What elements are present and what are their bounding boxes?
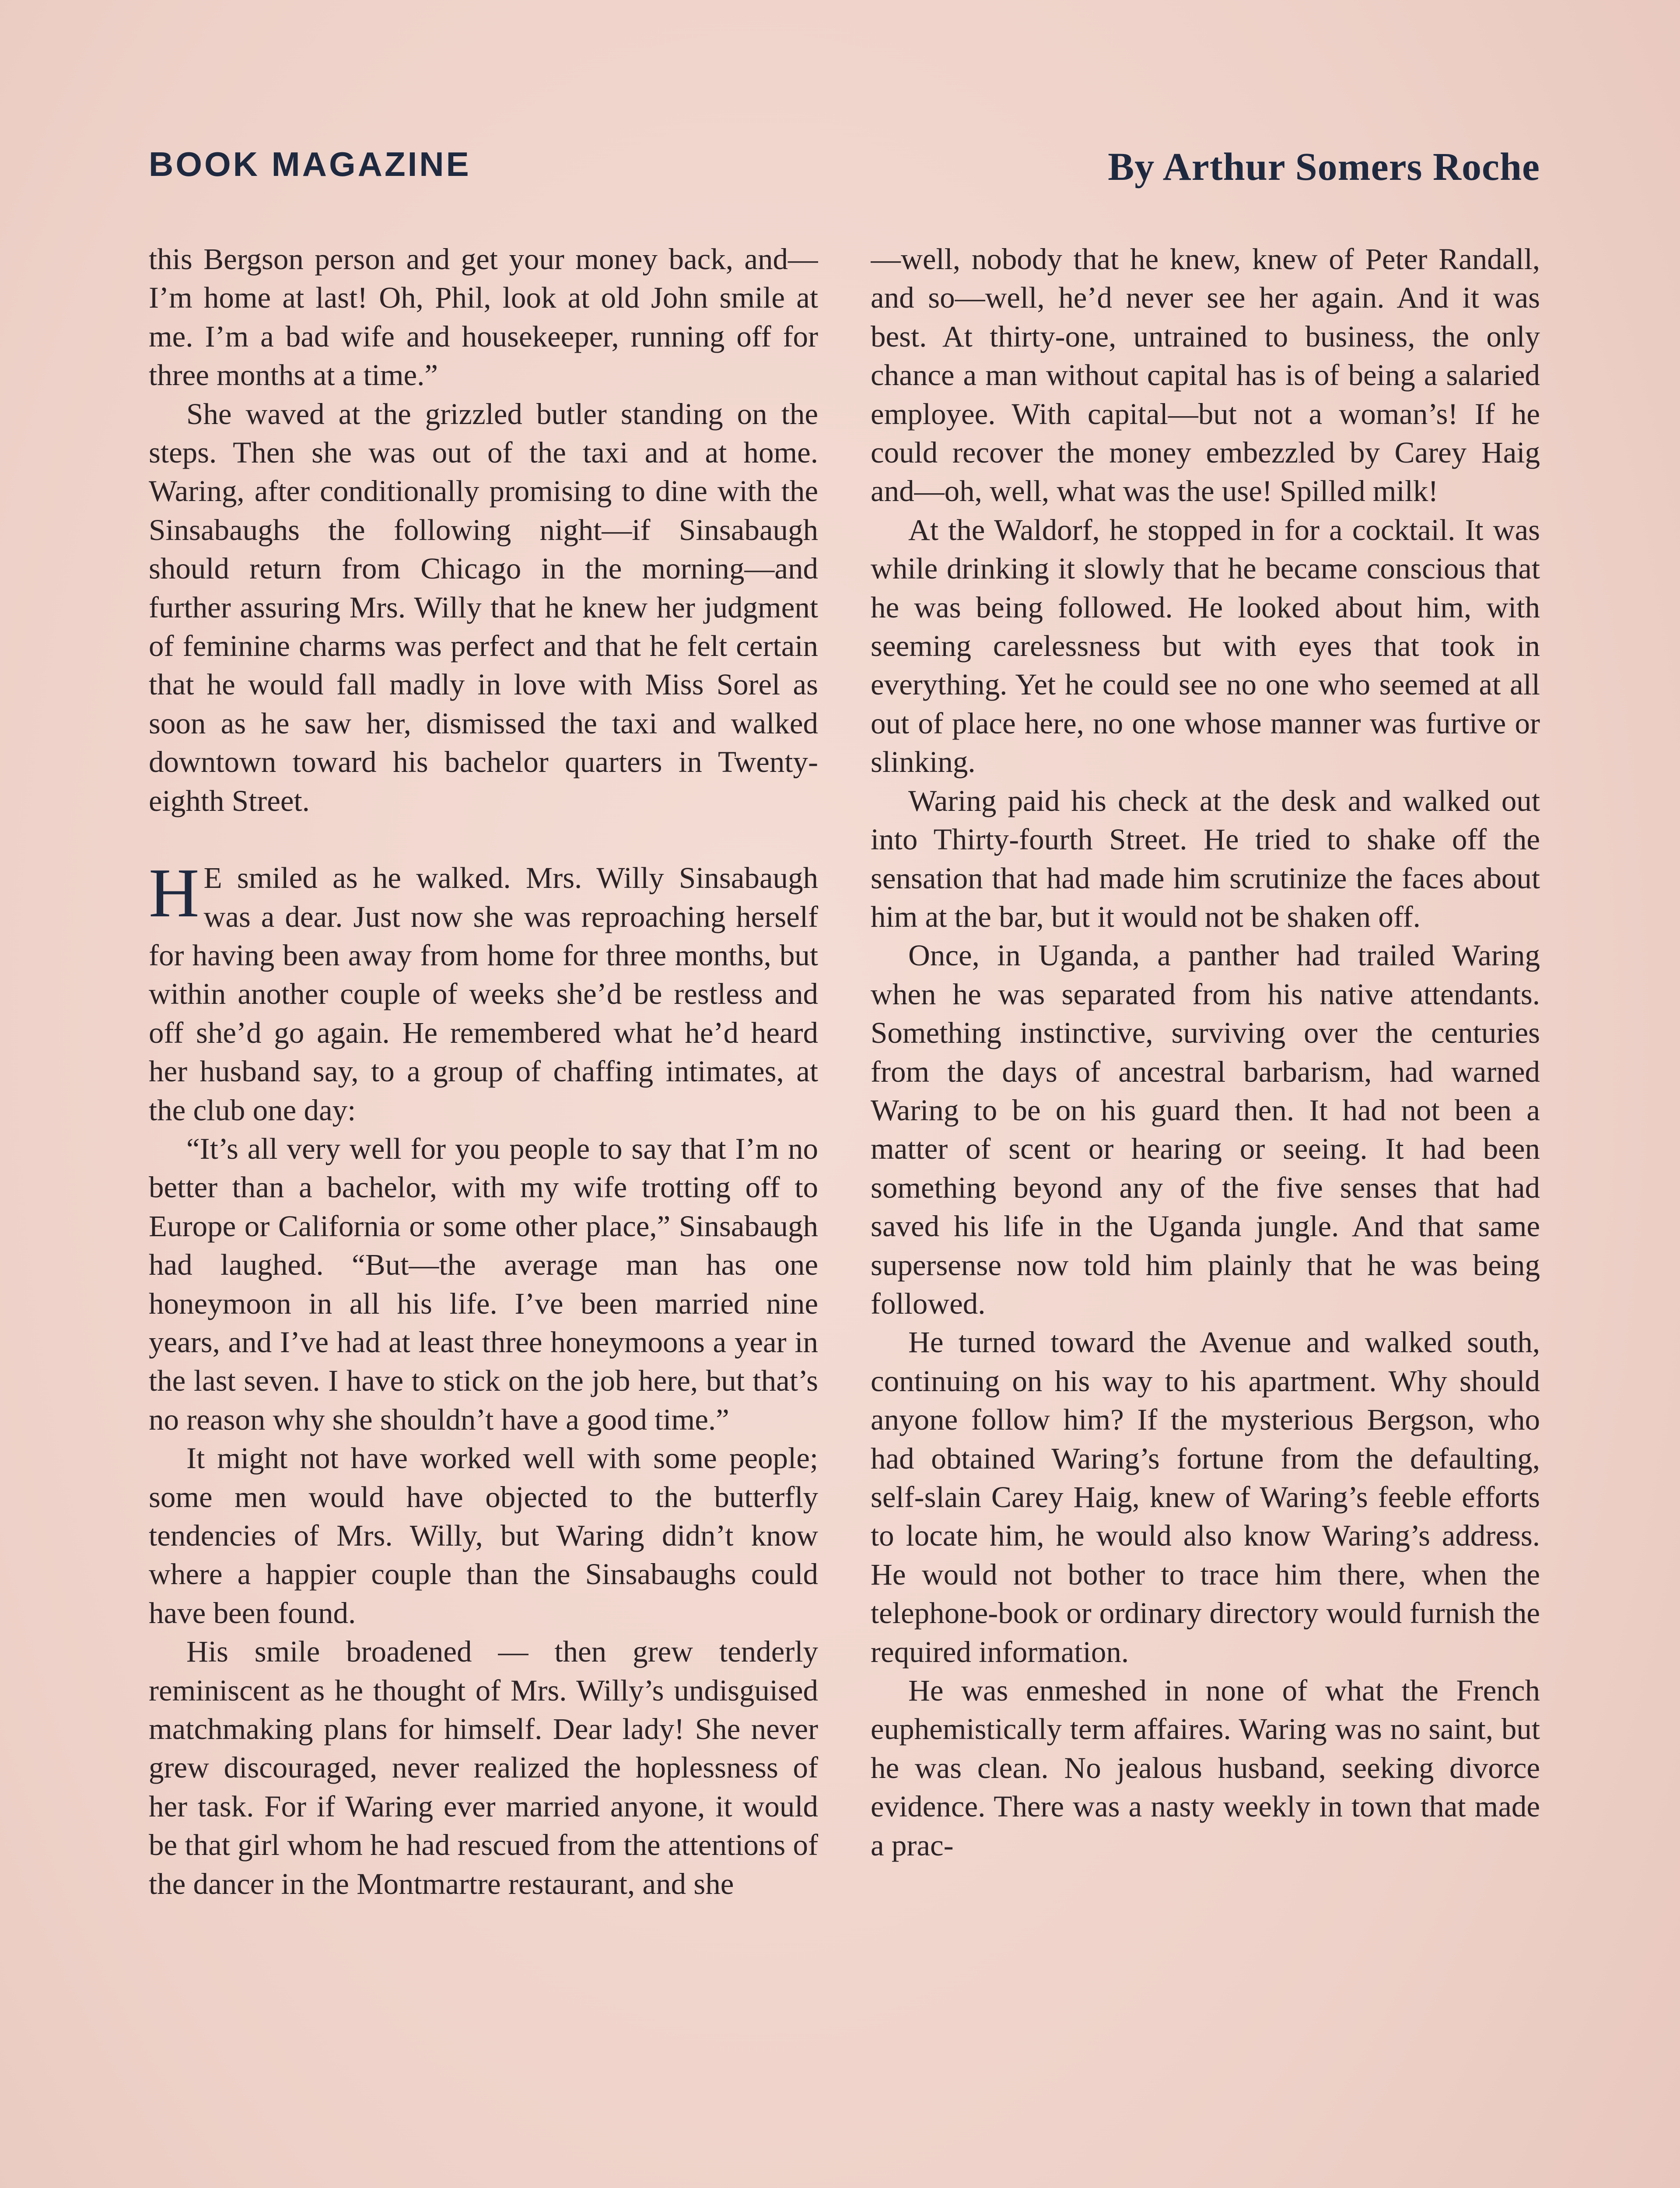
magazine-title: BOOK MAGAZINE: [149, 145, 471, 183]
paragraph: Waring paid his check at the desk and walked out into Thirty-fourth Street. He tried to shake off the sensation that had made him scrutinize the faces about him at the bar, but it would not be shaken off.: [871, 784, 1540, 933]
paragraph: He turned toward the Avenue and walked south, continuing on his way to his apartment. Why should anyone follow him? If the mysterious Bergson, who had obtained Waring’s fortune from the defaulting, self-slain Carey Haig, knew of Waring’s feeble efforts to locate him, he would also know Waring’s address. He would not bother to trace him there, when the telephone-book or ordinary directory would furnish the required information.: [871, 1325, 1540, 1669]
paragraph: He was enmeshed in none of what the French euphemistically term affaires. Waring was no saint, but he was clean. No jealous husband, seeking divorce evidence. There was a nasty weekly in town that made a prac-: [871, 1674, 1540, 1862]
paragraph: She waved at the grizzled butler standing on the steps. Then she was out of the taxi and at home. Waring, after conditionally promising to dine with the Sinsabaughs the following night—if Sinsabaugh should return from Chicago in the morning—and further assuring Mrs. Willy that he knew her judgment of feminine charms was perfect and that he felt certain that he would fall madly in love with Miss Sorel as soon as he saw her, dismissed the taxi and walked downtown toward his bachelor quarters in Twenty-eighth Street.: [149, 397, 818, 817]
section-paragraph: [149, 854, 818, 1129]
paragraph: this Bergson person and get your money back, and—I’m home at last! Oh, Phil, look at old John smile at me. I’m a bad wife and housekeeper, running off for three months at a time.”: [149, 242, 818, 392]
paragraph: It might not have worked well with some people; some men would have objected to the butterfly tendencies of Mrs. Willy, but Waring didn’t know where a happier couple than the Sinsabaughs could have been found.: [149, 1441, 818, 1630]
paragraph-text: E smiled as he walked. Mrs. Willy Sinsabaugh was a dear. Just now she was reproaching herself for having been away from home for three months, but within another couple of weeks she’d be restless and off she’d go again. He remembered what he’d heard her husband say, to a group of chaffing intimates, at the club one day:: [149, 861, 818, 1127]
paragraph: —well, nobody that he knew, knew of Peter Randall, and so—well, he’d never see her again. And it was best. At thirty-one, untrained to business, the only chance a man without capital has is of being a salaried employee. With capital—but not a woman’s! If he could recover the money embezzled by Carey Haig and—oh, well, what was the use! Spilled milk!: [871, 242, 1540, 508]
author-byline: By Arthur Somers Roche: [1108, 145, 1540, 189]
running-header: [149, 144, 1540, 197]
paragraph: Once, in Uganda, a panther had trailed Waring when he was separated from his native attendants. Something instinctive, surviving over the centuries from the days of ancestral barbarism, had warned Waring to be on his guard then. It had not been a matter of scent or hearing or seeing. It had been something beyond any of the five senses that had saved his life in the Uganda jungle. And that same supersense now told him plainly that he was being followed.: [871, 939, 1540, 1320]
paragraph: His smile broadened — then grew tenderly reminiscent as he thought of Mrs. Willy’s undisguised matchmaking plans for himself. Dear lady! She never grew discouraged, never realized the hoplessness of her task. For if Waring ever married anyone, it would be that girl whom he had rescued from the attentions of the dancer in the Montmartre restaurant, and she: [149, 1635, 818, 1900]
drop-cap: H: [149, 854, 200, 932]
article-body: [149, 240, 1540, 2188]
paragraph: At the Waldorf, he stopped in for a cocktail. It was while drinking it slowly that he became conscious that he was being followed. He looked about him, with seeming carelessness but with eyes that took in everything. Yet he could see no one who seemed at all out of place here, no one whose manner was furtive or slinking.: [871, 513, 1540, 779]
paragraph: “It’s all very well for you people to say that I’m no better than a bachelor, with my wife trotting off to Europe or California or some other place,” Sinsabaugh had laughed. “But—the average man has one honeymoon in all his life. I’ve been married nine years, and I’ve had at least three honeymoons a year in the last seven. I have to stick on the job here, but that’s no reason why she shouldn’t have a good time.”: [149, 1132, 818, 1436]
right-column: [871, 240, 1540, 2188]
left-column: [149, 240, 818, 2188]
